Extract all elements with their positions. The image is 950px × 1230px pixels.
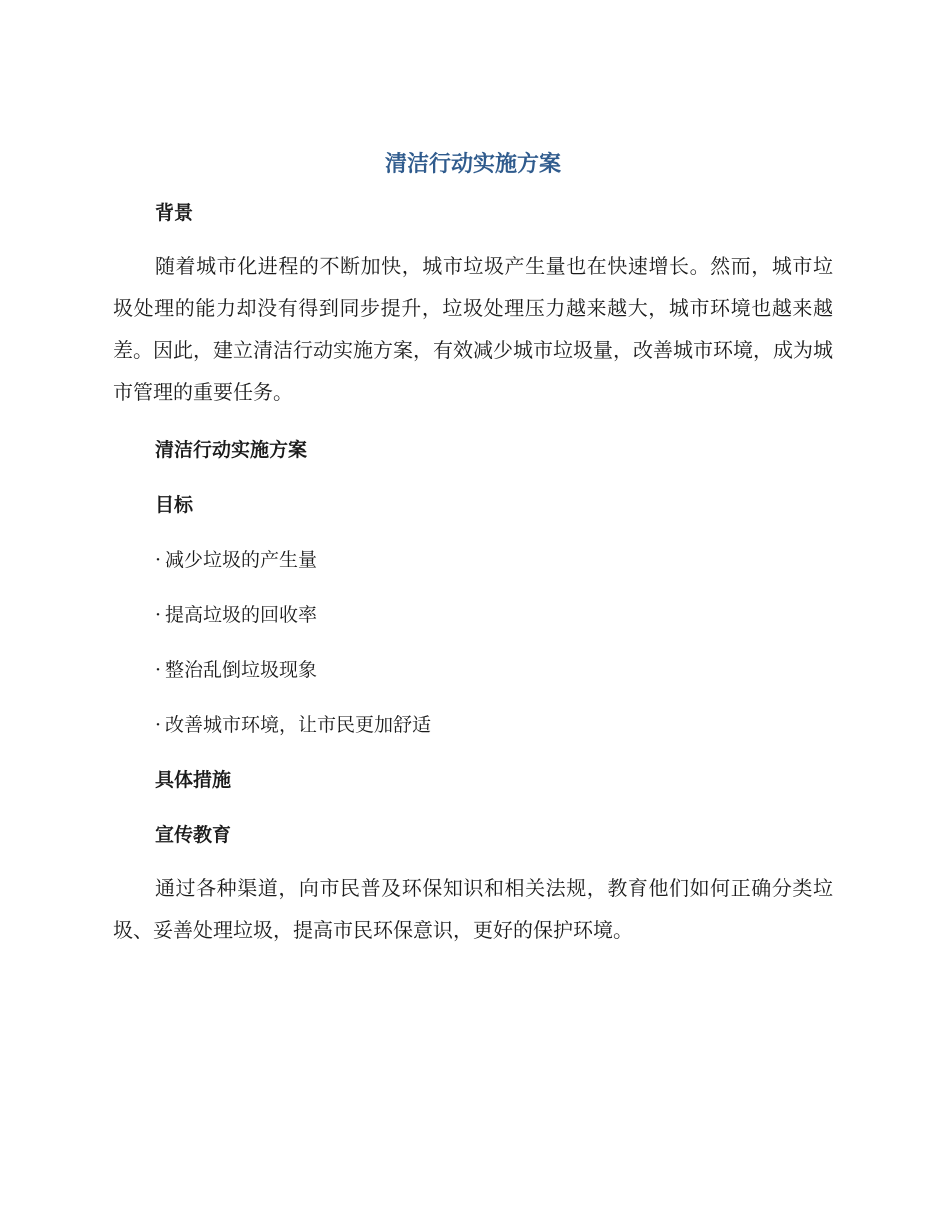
section-heading-measures: 具体措施: [155, 769, 232, 791]
goal-text: 改善城市环境，让市民更加舒适: [165, 714, 432, 736]
goal-text: 减少垃圾的产生量: [165, 549, 318, 571]
goal-list-item: [113, 707, 833, 743]
bullet-dot-icon: ·: [155, 714, 162, 736]
section-heading-background: 背景: [155, 202, 194, 224]
bullet-dot-icon: ·: [155, 604, 162, 626]
goal-list-item: [113, 542, 833, 578]
section-heading-plan: 清洁行动实施方案: [155, 439, 308, 461]
document-body: [113, 143, 833, 951]
goal-list-item: [113, 652, 833, 688]
section-heading-goals: 目标: [155, 494, 194, 516]
goal-text: 整治乱倒垃圾现象: [165, 659, 318, 681]
document-title: 清洁行动实施方案: [384, 152, 561, 177]
goal-list-item: [113, 597, 833, 633]
education-paragraph: 通过各种渠道，向市民普及环保知识和相关法规，教育他们如何正确分类垃圾、妥善处理垃圾，提高市民环保意识，更好的保护环境。: [113, 876, 833, 942]
bullet-dot-icon: ·: [155, 659, 162, 681]
background-paragraph: 随着城市化进程的不断加快，城市垃圾产生量也在快速增长。然而，城市垃圾处理的能力却没有得到同步提升，垃圾处理压力越来越大，城市环境也越来越差。因此，建立清洁行动实施方案，有效减少城市垃圾量，改善城市环境，成为城市管理的重要任务。: [113, 254, 833, 404]
section-heading-education: 宣传教育: [155, 824, 232, 846]
goal-text: 提高垃圾的回收率: [165, 604, 318, 626]
bullet-dot-icon: ·: [155, 549, 162, 571]
